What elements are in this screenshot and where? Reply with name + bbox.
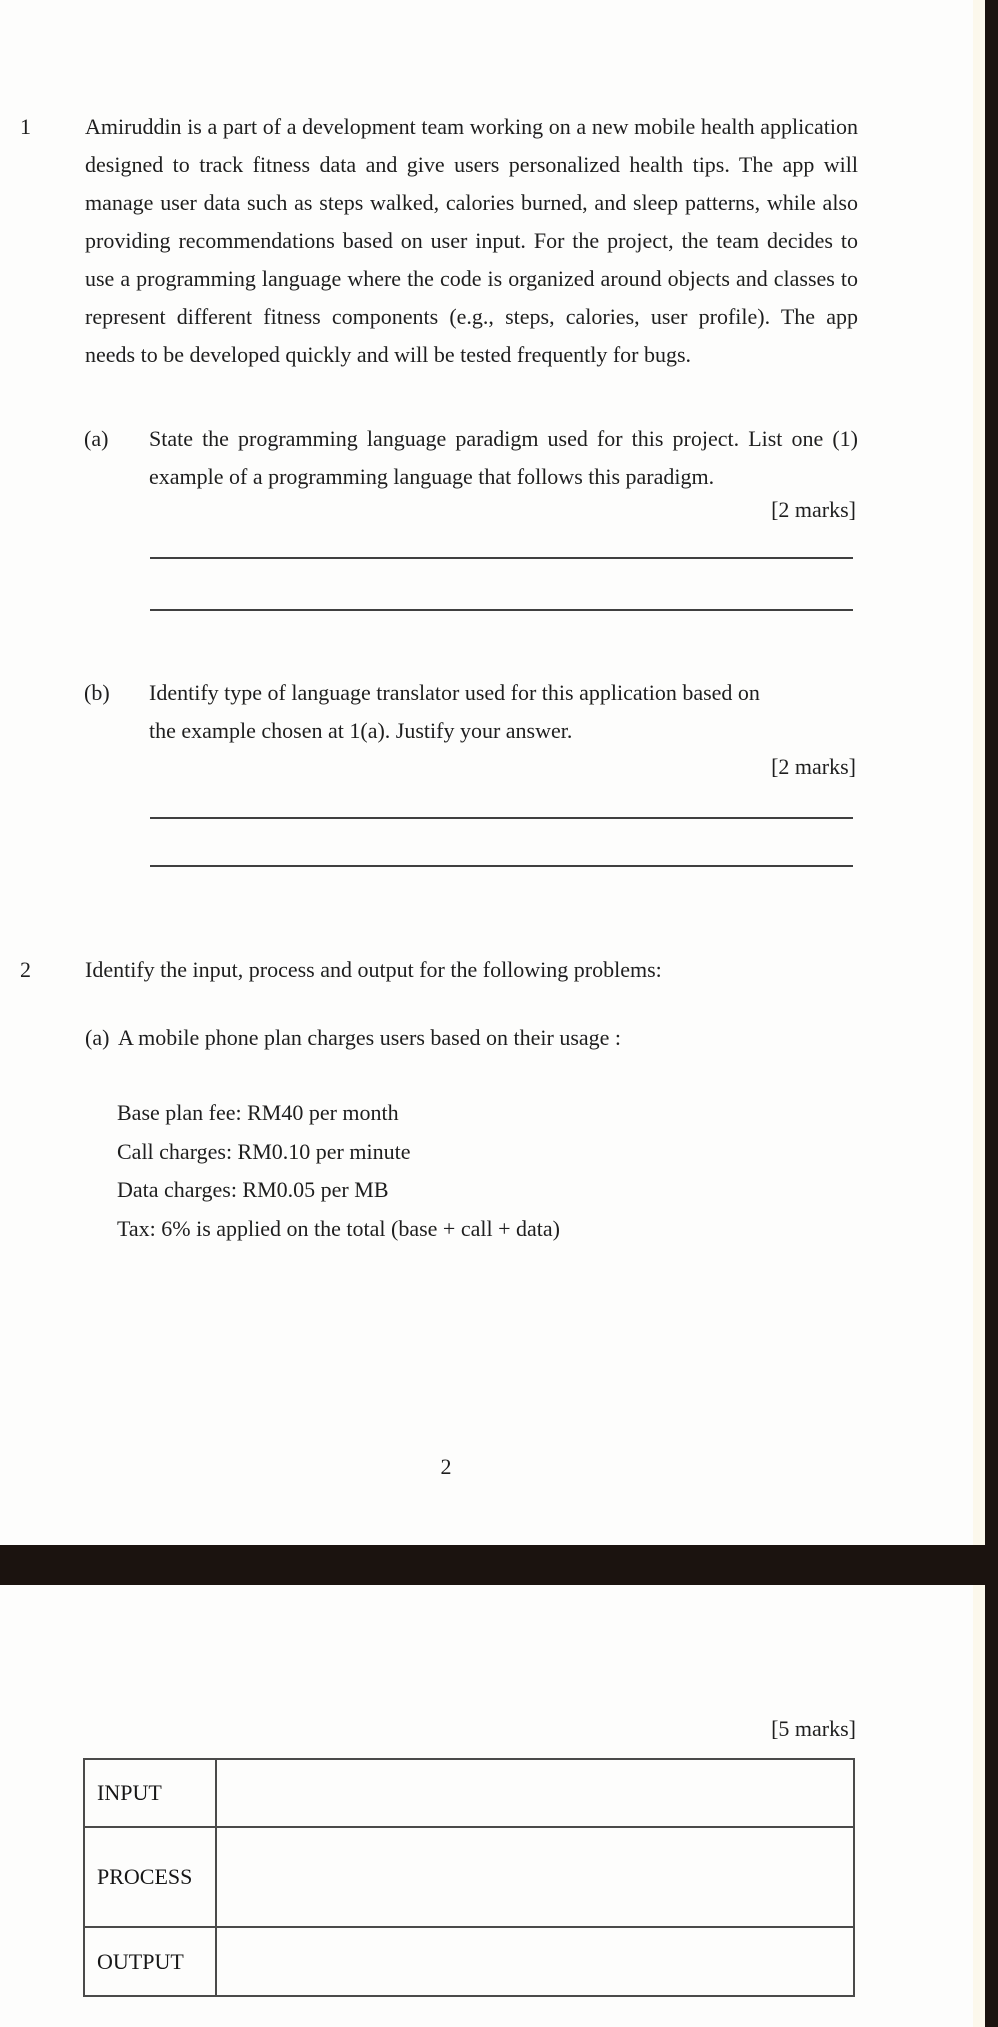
question2-intro: Identify the input, process and output for the following problems: xyxy=(85,957,662,982)
paragraph-line: use a programming language where the code is organized around objects and classes to xyxy=(85,266,858,291)
answer-rule xyxy=(150,609,853,611)
scan-edge-shadow xyxy=(973,0,985,2027)
row-content-cell xyxy=(217,1760,853,1826)
part-a-label: (a) xyxy=(84,426,109,451)
detail-line: Data charges: RM0.05 per MB xyxy=(117,1177,389,1203)
answer-rule xyxy=(150,865,853,867)
page-number: 2 xyxy=(440,1454,452,1479)
table-row xyxy=(85,1760,853,1828)
question1-number: 1 xyxy=(20,114,31,139)
question-line: Identify type of language translator used for this application based on xyxy=(149,680,760,705)
scan-edge-strip xyxy=(985,0,998,2027)
q2-part-a-text: A mobile phone plan charges users based on their usage : xyxy=(118,1025,622,1050)
detail-line: Call charges: RM0.10 per minute xyxy=(117,1138,411,1164)
question-line: example of a programming language that follows this paradigm. xyxy=(149,464,715,489)
row-content-cell xyxy=(217,1828,853,1926)
marks-label: [2 marks] xyxy=(771,497,856,522)
part-b-question xyxy=(149,674,858,750)
row-content-cell xyxy=(217,1928,853,1995)
table-row xyxy=(85,1928,853,1995)
question-line: the example chosen at 1(a). Justify your answer. xyxy=(149,718,573,743)
q2-part-a-label: (a) xyxy=(85,1025,110,1050)
paragraph-line: providing recommendations based on user input. For the project, the team decides to xyxy=(85,228,858,253)
ipo-table xyxy=(83,1758,855,1997)
question2-number: 2 xyxy=(20,957,31,982)
paragraph-line: represent different fitness components (e.g., steps, calories, user profile). The app xyxy=(85,304,858,329)
paragraph-line: designed to track fitness data and give users personalized health tips. The app will xyxy=(85,152,858,177)
detail-line: Tax: 6% is applied on the total (base + call + data) xyxy=(117,1216,560,1242)
row-label-cell: PROCESS xyxy=(85,1828,217,1926)
row-label-cell: OUTPUT xyxy=(85,1928,217,1995)
q2-plan-details xyxy=(117,1094,560,1249)
paragraph-line: Amiruddin is a part of a development team working on a new mobile health application xyxy=(85,114,858,139)
part-b-label: (b) xyxy=(84,680,110,705)
row-label-cell: INPUT xyxy=(85,1760,217,1826)
marks-label: [5 marks] xyxy=(771,1716,856,1741)
answer-rule xyxy=(150,817,853,819)
answer-rule xyxy=(150,557,853,559)
marks-label: [2 marks] xyxy=(771,754,856,779)
question1-paragraph xyxy=(85,108,858,374)
part-a-question xyxy=(149,420,858,496)
paragraph-line: needs to be developed quickly and will be tested frequently for bugs. xyxy=(85,342,692,367)
question-line: State the programming language paradigm used for this project. List one (1) xyxy=(149,426,858,451)
table-row xyxy=(85,1828,853,1928)
page-separator xyxy=(0,1545,998,1585)
detail-line: Base plan fee: RM40 per month xyxy=(117,1100,399,1125)
paragraph-line: manage user data such as steps walked, calories burned, and sleep patterns, while also xyxy=(85,190,858,215)
